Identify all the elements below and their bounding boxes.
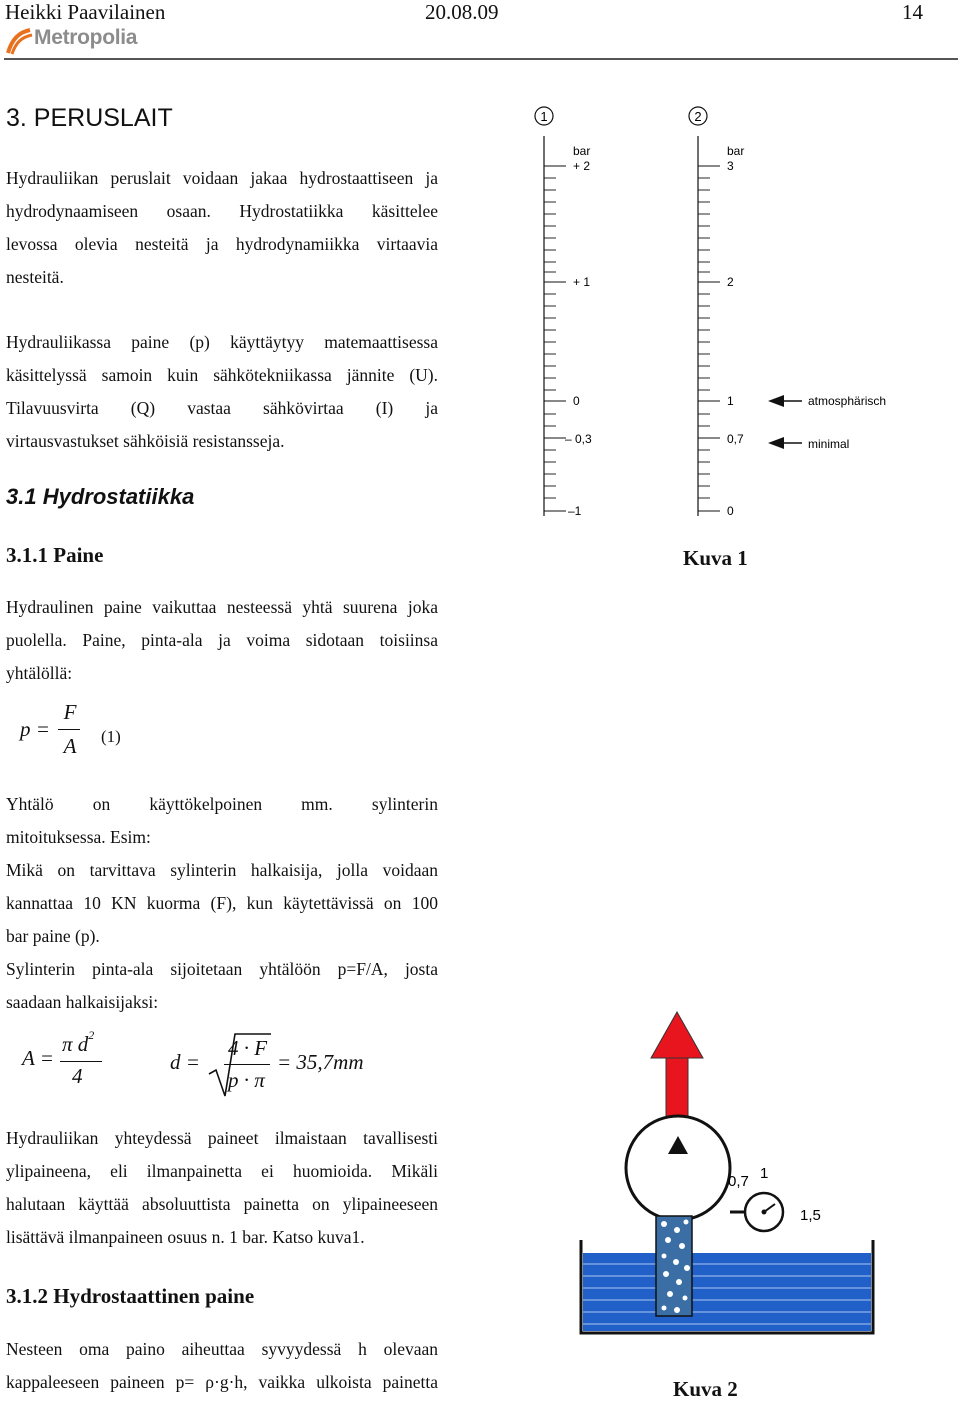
scale1-tick: + 1 [573, 275, 591, 289]
section-title: 3. PERUSLAIT [6, 104, 173, 132]
scale2-tick: 1 [727, 394, 734, 408]
text-line: yhtälöllä: [6, 663, 73, 683]
pressure-scale-figure [520, 96, 920, 526]
area-exponent: 2 [88, 1028, 95, 1042]
scale2-unit: bar [727, 144, 745, 158]
figure2-caption: Kuva 2 [673, 1377, 738, 1401]
area-lhs: A = [22, 1046, 54, 1070]
text-line: bar paine (p). [6, 926, 100, 946]
paine-title: 3.1.1 Paine [6, 543, 104, 567]
scale2-tick: 0 [727, 504, 734, 518]
fraction-bar [224, 1064, 270, 1065]
text-line: Hydraulinen paine vaikuttaa nesteessä yhtä suurena joka [6, 597, 438, 617]
page-number: 14 [902, 0, 923, 24]
text-line: lisättävä ilmanpaineen osuus n. 1 bar. Katso kuva1. [6, 1227, 365, 1247]
text-line: Sylinterin pinta-ala sijoitetaan yhtälöön p=F/A, josta [6, 959, 438, 979]
hydrostaattinen-title: 3.1.2 Hydrostaattinen paine [6, 1284, 255, 1308]
diameter-lhs: d = [170, 1050, 200, 1074]
example-paragraph [6, 788, 438, 1019]
text-line: Yhtälö on käyttökelpoinen mm. sylinterin [6, 794, 438, 814]
text-line: käsittelyssä samoin kuin sähkötekniikassa jännite (U). [6, 365, 438, 385]
flow-arrow-shaft [666, 1056, 688, 1118]
intro-paragraph [6, 162, 438, 294]
fraction-bar [58, 729, 80, 730]
scale2-tick: 0,7 [727, 432, 744, 446]
header-divider [4, 58, 958, 60]
text-line: levossa olevia nesteitä ja hydrodynamiikka virtaavia [6, 234, 438, 254]
formula-numerator: F [63, 700, 77, 724]
formula-lhs: p = [20, 717, 50, 741]
text-line: nesteitä. [6, 267, 64, 287]
subsection-title: 3.1 Hydrostatiikka [6, 484, 195, 509]
header-date: 20.08.09 [425, 0, 499, 24]
arrow-head-icon [768, 395, 784, 407]
arrow-head-icon [768, 437, 784, 449]
text-line: kannattaa 10 KN kuorma (F), kun käytettävissä on 100 [6, 893, 438, 913]
scale2-tick: 2 [727, 275, 734, 289]
text-line: ylipaineena, eli ilmanpainetta ei huomioida. Mikäli [6, 1161, 438, 1181]
scale1-marker: 1 [540, 109, 548, 124]
text-line: virtausvastukset sähköisiä resistansseja. [6, 431, 285, 451]
text-line: Hydrauliikassa paine (p) käyttäytyy matemaattisessa [6, 332, 438, 352]
text-line: mitoituksessa. Esim: [6, 827, 151, 847]
fraction-bar [60, 1061, 102, 1062]
diameter-denominator: p · π [228, 1068, 265, 1092]
formula-denominator: A [63, 734, 77, 758]
logo-wordmark: Metropolia [34, 26, 138, 49]
flow-arrow-icon [651, 1012, 703, 1058]
gauge-label: 0,7 [728, 1173, 749, 1190]
scale1-tick: – 0,3 [565, 432, 592, 446]
pump-reservoir-figure [578, 1008, 878, 1338]
text-line: Hydrauliikan peruslait voidaan jakaa hydrostaattiseen ja [6, 168, 438, 188]
scale1-tick: 0 [573, 394, 580, 408]
figure1-caption: Kuva 1 [683, 546, 748, 570]
formula-number: (1) [101, 727, 121, 746]
area-denominator: 4 [72, 1064, 83, 1088]
scale2-marker: 2 [694, 109, 702, 124]
text-line: Mikä on tarvittava sylinterin halkaisija, jolla voidaan [6, 860, 438, 880]
text-line: puolella. Paine, pinta-ala ja voima sidotaan toisiinsa [6, 630, 438, 650]
area-numerator: π $d^2$ [62, 1028, 95, 1056]
scale1-tick: –1 [568, 504, 582, 518]
gauge-label: 1,5 [800, 1207, 821, 1224]
text-line: hydrodynaamiseen osaan. Hydrostatiikka käsittelee [6, 201, 438, 221]
gauge-label: 1 [760, 1165, 769, 1182]
scale1-tick: + 2 [573, 159, 591, 173]
pump-icon [626, 1116, 730, 1220]
scale2-tick: 3 [727, 159, 734, 173]
metropolia-logo [6, 26, 156, 56]
water-reservoir [583, 1253, 871, 1331]
diameter-result: = 35,7mm [277, 1050, 364, 1074]
text-line: kappaleeseen paineen p= ρ·g·h, vaikka ulkoista painetta [6, 1372, 438, 1392]
text-line: Hydrauliikan yhteydessä paineet ilmaistaan tavallisesti [6, 1128, 438, 1148]
analogy-paragraph [6, 326, 438, 458]
hydrostaattinen-paragraph [6, 1333, 438, 1399]
paine-paragraph [6, 591, 438, 690]
text-line: saadaan halkaisijaksi: [6, 992, 159, 1012]
scale1-unit: bar [573, 144, 591, 158]
atmospheric-label: atmosphärisch [808, 394, 887, 408]
diameter-numerator: 4 · F [228, 1036, 268, 1060]
text-line: Nesteen oma paino aiheuttaa syvyydessä h olevaan [6, 1339, 438, 1359]
header-author: Heikki Paavilainen [5, 0, 166, 24]
gauge-pressure-paragraph [6, 1122, 438, 1254]
text-line: Tilavuusvirta (Q) vastaa sähkövirtaa (I) ja [6, 398, 438, 418]
minimal-label: minimal [808, 437, 850, 451]
logo-mark-icon [6, 26, 34, 56]
text-line: halutaan käyttää absoluuttista painetta on ylipaineeseen [6, 1194, 438, 1214]
